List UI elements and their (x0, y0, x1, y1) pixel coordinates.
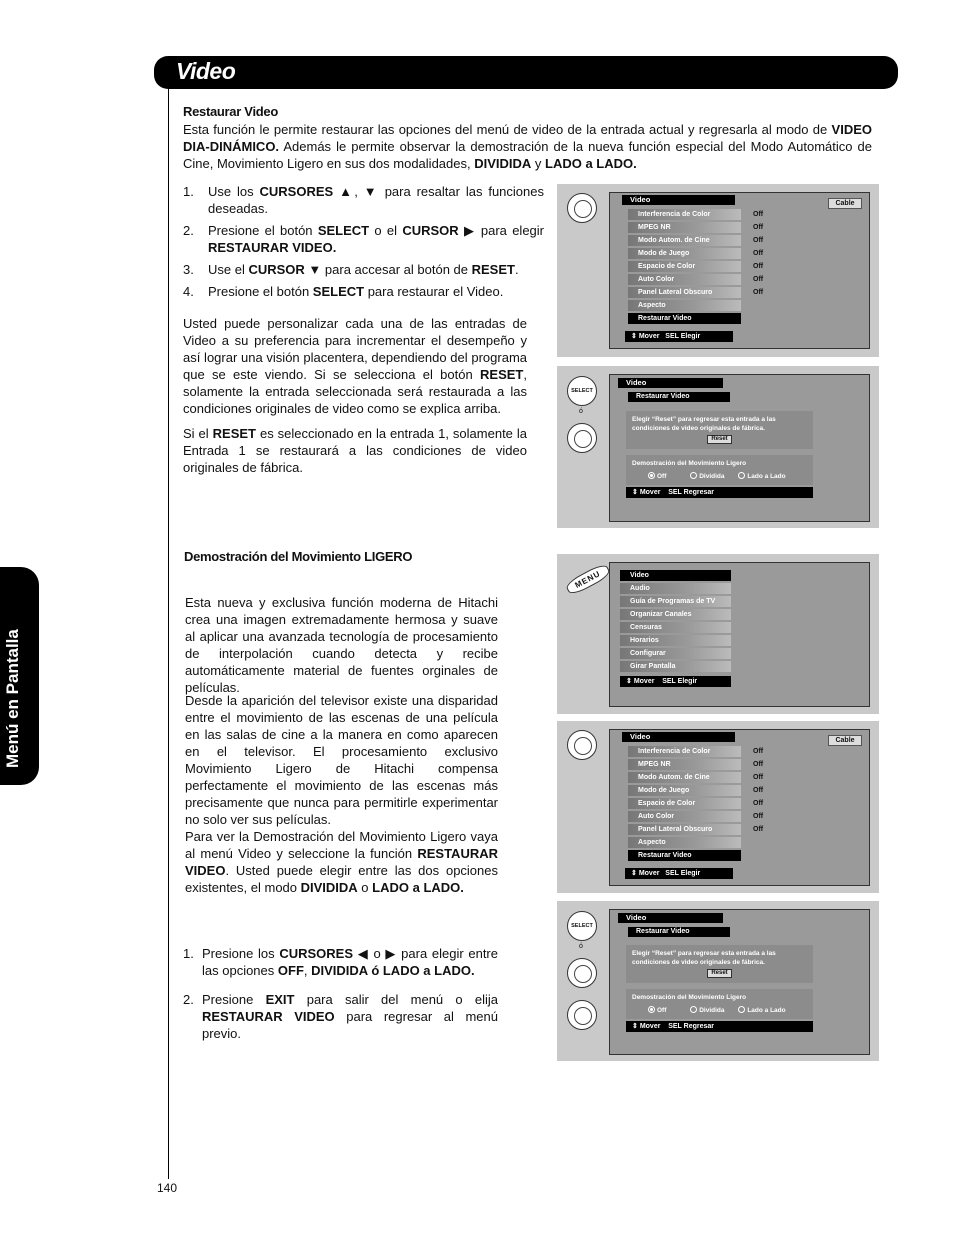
text: Esta función le permite restaurar las opciones del menú de video de la entrada actual y regresarla al modo de (183, 122, 832, 137)
side-tab (0, 567, 39, 785)
step-number: 3. (183, 262, 194, 277)
section-heading-restaurar: Restaurar Video (183, 104, 278, 119)
demo-step-1 (183, 945, 498, 979)
text: Dividida (699, 473, 725, 480)
text: DIVIDIDA (474, 156, 532, 171)
text: DIVIDIDA ó LADO a LADO. (311, 963, 475, 978)
menu-item[interactable]: Panel Lateral Obscuro (628, 824, 741, 835)
menu-title: Video (618, 378, 723, 388)
cursor-pad-icon (567, 958, 597, 988)
text: , solamente la entrada seleccionada será restaurada a las condiciones originales de video como se explica arriba. (183, 367, 527, 416)
select-button-icon: SELECT (567, 911, 597, 941)
sel-icon: SEL (668, 489, 682, 496)
radio-icon (738, 472, 745, 479)
text: RESET (471, 262, 515, 277)
step (183, 222, 544, 256)
menu-item[interactable]: Auto Color (628, 274, 741, 285)
divider (168, 89, 169, 1179)
text: SELECT (312, 284, 365, 299)
text: RESTAURAR VIDEO (185, 846, 498, 878)
panel-main-menu (557, 554, 879, 714)
step-number: 2. (183, 223, 194, 238)
reset-button[interactable]: Reset (707, 435, 731, 444)
step (183, 283, 544, 300)
menu-value: Off (753, 211, 764, 218)
text: LADO a LADO. (372, 880, 464, 895)
menu-value: Off (753, 787, 764, 794)
text: Presione el botón (208, 223, 318, 238)
cursor-pad-icon (567, 1000, 597, 1030)
menu-item[interactable]: Censuras (620, 622, 731, 633)
menu-title: Video (622, 732, 735, 742)
menu-item[interactable]: Modo de Juego (628, 785, 741, 796)
text: CURSOR (402, 223, 459, 238)
menu-value: Off (753, 826, 764, 833)
menu-value: Off (753, 289, 764, 296)
step-number: 2. (183, 992, 194, 1007)
text: Para ver la Demostración del Movimiento Ligero vaya al menú Video y seleccione la función (185, 829, 498, 861)
dialog-footer: ⇕ Mover SEL Regresar (626, 1021, 813, 1032)
cursor-pad-icon (567, 423, 597, 453)
menu-value: Off (753, 276, 764, 283)
text: RESET (480, 367, 524, 382)
menu-item-selected[interactable]: Video (620, 570, 731, 581)
sel-icon: SEL (662, 678, 676, 685)
paragraph: Desde la aparición del televisor existe una disparidad entre el movimiento de las escenas de una película en las salas de cine a la manera en como aparecen en el televisor. El procesamiento exclusivo Movimiento Ligero de Hitachi compensa perfectamente el movimiento de las escenas más precisamente que nunca para permitirle experimentar no solo ver sus películas. (185, 693, 498, 827)
text: Usted puede personalizar cada una de las entradas de Video a su preferencia para incrementar el desempeño y así lograr una visión placentera, dependiendo del programa que se este viendo. Si se selecciona el botón (183, 316, 527, 382)
text: SELECT (317, 223, 370, 238)
demo-step-2 (183, 991, 498, 1042)
menu-item[interactable]: Girar Pantalla (620, 661, 731, 672)
text: o el (369, 223, 403, 238)
tv-screen (609, 729, 870, 886)
panel-reset-dialog (557, 366, 879, 528)
panel-video-menu-2 (557, 721, 879, 893)
text: , (303, 963, 312, 978)
radio-icon (738, 1006, 745, 1013)
text: Elegir (680, 333, 701, 340)
text: Presione (202, 992, 266, 1007)
text: Elegir “Reset” para regresar esta entrada a las condiciones de video originales de fábrica. (632, 416, 776, 432)
text: para regresar al menú previo. (202, 1009, 498, 1041)
page-title: Video (176, 58, 236, 84)
menu-item[interactable]: Modo Autom. de Cine (628, 772, 741, 783)
text: Si el (183, 426, 213, 441)
menu-footer: ⇕ Mover SEL Elegir (620, 676, 731, 687)
text: es seleccionado en la entrada 1, solamente la Entrada 1 se restaurará a las condiciones de video originales de fábrica. (183, 426, 528, 475)
menu-item[interactable]: Organizar Canales (620, 609, 731, 620)
text: Mover (638, 333, 660, 340)
menu-footer: ⇕ Mover SEL Elegir (625, 331, 733, 342)
text: ▶ para elegir (458, 223, 544, 238)
text: Demostración del Movimiento Ligero (632, 460, 747, 467)
menu-item[interactable]: Horarios (620, 635, 731, 646)
side-tab-label: Menú en Pantalla (3, 629, 22, 768)
text: Use los (208, 184, 260, 199)
or-label: ó (579, 408, 583, 415)
tv-screen (609, 192, 870, 349)
menu-item[interactable]: Aspecto (628, 837, 741, 848)
text: o (357, 880, 373, 895)
section-heading-demo: Demostración del Movimiento LIGERO (184, 549, 413, 564)
text: Además le permite observar la demostración de la nueva función especial del Modo Automático de Cine, Movimiento Ligero en sus dos modalidades, (183, 139, 872, 171)
text: Use el (208, 262, 249, 277)
page-number: 140 (157, 1181, 178, 1195)
option-dividida[interactable] (690, 472, 724, 481)
menu-item-selected[interactable]: Restaurar Video (628, 313, 741, 324)
tv-screen (609, 909, 870, 1055)
text: Elegir “Reset” para regresar esta entrada a las condiciones de video originales de fábrica. (632, 950, 776, 966)
cable-label: Cable (828, 735, 862, 746)
menu-item[interactable]: Interferencia de Color (628, 746, 741, 757)
text: Demostración del Movimiento Ligero (632, 994, 747, 1001)
menu-item[interactable]: Auto Color (628, 811, 741, 822)
menu-item-selected[interactable]: Restaurar Video (628, 850, 741, 861)
option-lado[interactable] (738, 1006, 785, 1015)
text: Presione los (202, 946, 280, 961)
intro-paragraph (183, 121, 872, 172)
menu-item[interactable]: Aspecto (628, 300, 741, 311)
menu-item[interactable]: Panel Lateral Obscuro (628, 287, 741, 298)
menu-item[interactable]: Modo Autom. de Cine (628, 235, 741, 246)
menu-value: Off (753, 263, 764, 270)
text: y (531, 156, 546, 171)
option-dividida[interactable] (690, 1006, 724, 1015)
text: CURSORES (259, 184, 340, 199)
text: para restaurar el Video. (364, 284, 504, 299)
panel-video-menu (557, 184, 879, 357)
paragraph (183, 425, 527, 476)
menu-value: Off (753, 250, 764, 257)
submenu-title: Restaurar Video (628, 392, 730, 402)
text: Mover (633, 678, 655, 685)
paragraph: Esta nueva y exclusiva función moderna de Hitachi crea una imagen extremadamente hermosa y suave al aplicar una avanzada tecnología de procesamiento de interpolación cuando detecta y recibe automáticamente material de fuentes orginales de películas. (185, 595, 498, 695)
text: Lado a Lado (747, 1007, 786, 1014)
text: Dividida (699, 1007, 725, 1014)
menu-value: Off (753, 761, 764, 768)
text: EXIT (265, 992, 295, 1007)
text: . (514, 262, 519, 277)
submenu-title: Restaurar Video (628, 927, 730, 937)
text: OFF (277, 963, 304, 978)
tv-screen (609, 562, 870, 707)
menu-item[interactable]: Interferencia de Color (628, 209, 741, 220)
radio-icon (690, 1006, 697, 1013)
step-number: 1. (183, 946, 194, 961)
option-off[interactable] (648, 1006, 666, 1015)
text: Off (657, 1007, 667, 1014)
dialog-footer: ⇕ Mover SEL Regresar (626, 487, 813, 498)
menu-item[interactable]: MPEG NR (628, 759, 741, 770)
text: RESET (212, 426, 256, 441)
text: RESTAURAR VIDEO. (208, 240, 337, 255)
menu-button-icon: MENU (564, 562, 611, 597)
menu-item[interactable]: Espacio de Color (628, 261, 741, 272)
cable-label: Cable (828, 198, 862, 209)
paragraph (185, 828, 498, 896)
menu-item[interactable]: MPEG NR (628, 222, 741, 233)
menu-value: Off (753, 748, 764, 755)
text: Regresar (683, 1023, 715, 1030)
text: Mover (639, 1023, 661, 1030)
option-lado[interactable] (738, 472, 785, 481)
menu-footer: ⇕ Mover SEL Elegir (625, 868, 733, 879)
radio-icon (648, 1006, 655, 1013)
menu-title: Video (618, 913, 723, 923)
text: CURSORES (279, 946, 353, 961)
panel-reset-dialog-2 (557, 901, 879, 1061)
text: VIDEO DIA-DINÁMICO. (183, 122, 872, 154)
reset-button[interactable]: Reset (707, 969, 731, 978)
menu-item[interactable]: Guía de Programas de TV (620, 596, 731, 607)
sel-icon: SEL (665, 870, 679, 877)
step (183, 183, 544, 217)
tv-screen (609, 374, 870, 522)
sel-icon: SEL (665, 333, 679, 340)
demo-options-box (626, 455, 813, 485)
step (183, 261, 544, 278)
text: Off (657, 473, 667, 480)
text: Mover (639, 489, 661, 496)
text: Elegir (680, 870, 701, 877)
text: DIVIDIDA (300, 880, 358, 895)
menu-value: Off (753, 800, 764, 807)
sel-icon: SEL (668, 1023, 682, 1030)
text: Mover (638, 870, 660, 877)
radio-icon (648, 472, 655, 479)
text: ▼ para accesar al botón de (304, 262, 472, 277)
text: CURSOR (248, 262, 305, 277)
menu-item[interactable]: Configurar (620, 648, 731, 659)
text: ▲, ▼ para resaltar las funciones deseadas. (208, 184, 544, 216)
text: RESTAURAR VIDEO (202, 1009, 335, 1024)
text: Regresar (683, 489, 715, 496)
text: . Usted puede elegir entre las dos opciones existentes, el modo (185, 863, 498, 895)
menu-value: Off (753, 774, 764, 781)
cursor-pad-icon (567, 730, 597, 760)
reset-message-box (626, 945, 813, 983)
select-button-icon: SELECT (567, 376, 597, 406)
menu-value: Off (753, 237, 764, 244)
steps-list (183, 183, 544, 305)
text: Lado a Lado (747, 473, 786, 480)
radio-icon (690, 472, 697, 479)
demo-options-box (626, 989, 813, 1019)
text: Presione el botón (208, 284, 313, 299)
cursor-pad-icon (567, 193, 597, 223)
menu-value: Off (753, 224, 764, 231)
text: Elegir (677, 678, 698, 685)
menu-item[interactable]: Modo de Juego (628, 248, 741, 259)
step-number: 1. (183, 184, 194, 199)
option-off[interactable] (648, 472, 666, 481)
text: para salir del menú o elija (294, 992, 499, 1007)
step-number: 4. (183, 284, 194, 299)
or-label: ó (579, 943, 583, 950)
title-bar (154, 56, 898, 89)
menu-value: Off (753, 813, 764, 820)
text: ◀ o ▶ para elegir entre las opciones (202, 946, 498, 978)
reset-message-box (626, 411, 813, 449)
menu-item[interactable]: Espacio de Color (628, 798, 741, 809)
menu-title: Video (622, 195, 735, 205)
paragraph (183, 315, 527, 417)
menu-item[interactable]: Audio (620, 583, 731, 594)
text: LADO a LADO. (545, 156, 637, 171)
